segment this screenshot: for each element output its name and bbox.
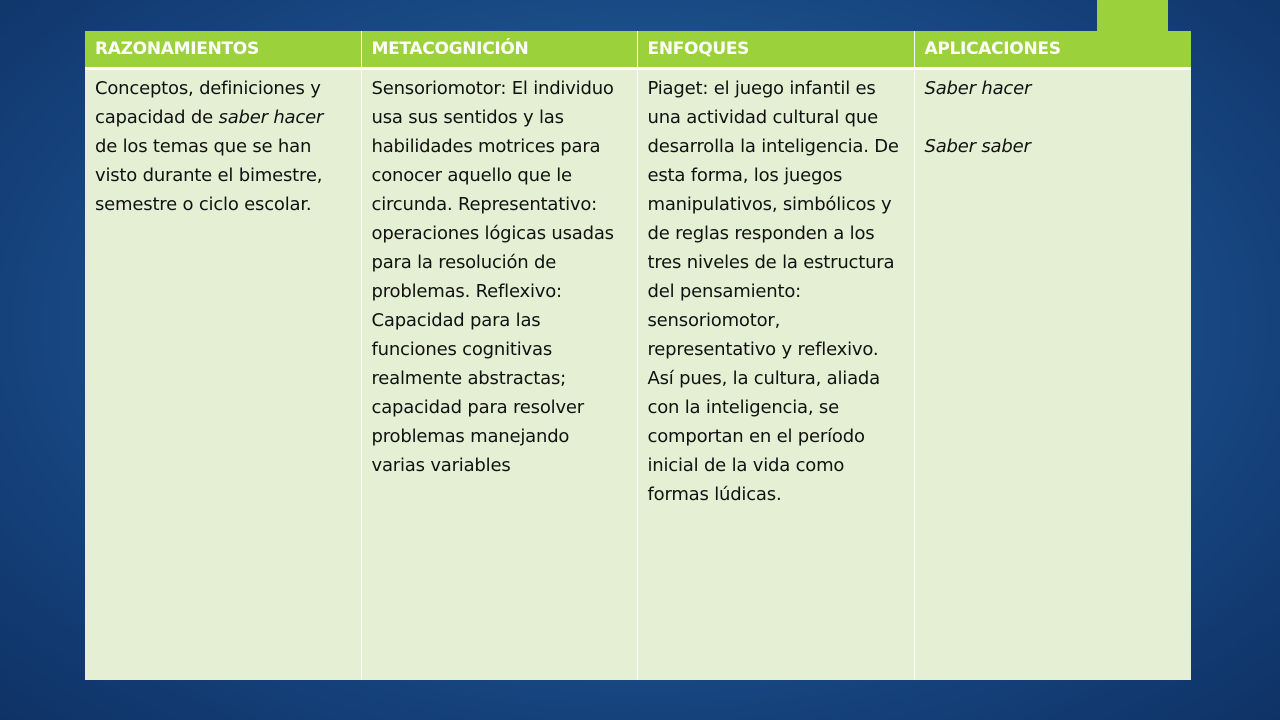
cell-metacognicion: Sensoriomotor: El individuo usa sus sentidos y las habilidades motrices para conocer aquello que le circunda. Representativo: operaciones lógicas usadas para la resolución de problemas. Reflexivo: Capacidad para las funciones cognitivas realmente abstractas; capacidad para resolver problemas manejando varias variables — [361, 68, 637, 680]
razonamientos-text-end: de los temas que se han visto durante el bimestre, semestre o ciclo escolar. — [95, 135, 323, 215]
header-enfoques: ENFOQUES — [637, 31, 914, 68]
header-razonamientos: RAZONAMIENTOS — [85, 31, 361, 68]
header-metacognicion: METACOGNICIÓN — [361, 31, 637, 68]
cell-enfoques: Piaget: el juego infantil es una actividad cultural que desarrolla la inteligencia. De esta forma, los juegos manipulativos, simbólicos y de reglas responden a los tres niveles de la estructura del pensamiento: sensoriomotor, representativo y reflexivo. Así pues, la cultura, aliada con la inteligencia, se comportan en el período inicial de la vida como formas lúdicas. — [637, 68, 914, 680]
content-table — [85, 31, 1191, 680]
razonamientos-text-start: Conceptos, definiciones y capacidad de — [95, 77, 321, 128]
accent-bar — [1097, 0, 1168, 32]
cell-aplicaciones — [914, 68, 1191, 680]
aplicacion-spacer — [925, 103, 1182, 132]
aplicacion-saber-saber: Saber saber — [924, 135, 1031, 157]
header-row — [85, 31, 1191, 68]
razonamientos-text-italic: saber hacer — [218, 106, 324, 128]
aplicacion-saber-hacer: Saber hacer — [924, 77, 1032, 99]
cell-razonamientos — [85, 68, 361, 680]
header-aplicaciones: APLICACIONES — [914, 31, 1191, 68]
table-row — [85, 68, 1191, 680]
